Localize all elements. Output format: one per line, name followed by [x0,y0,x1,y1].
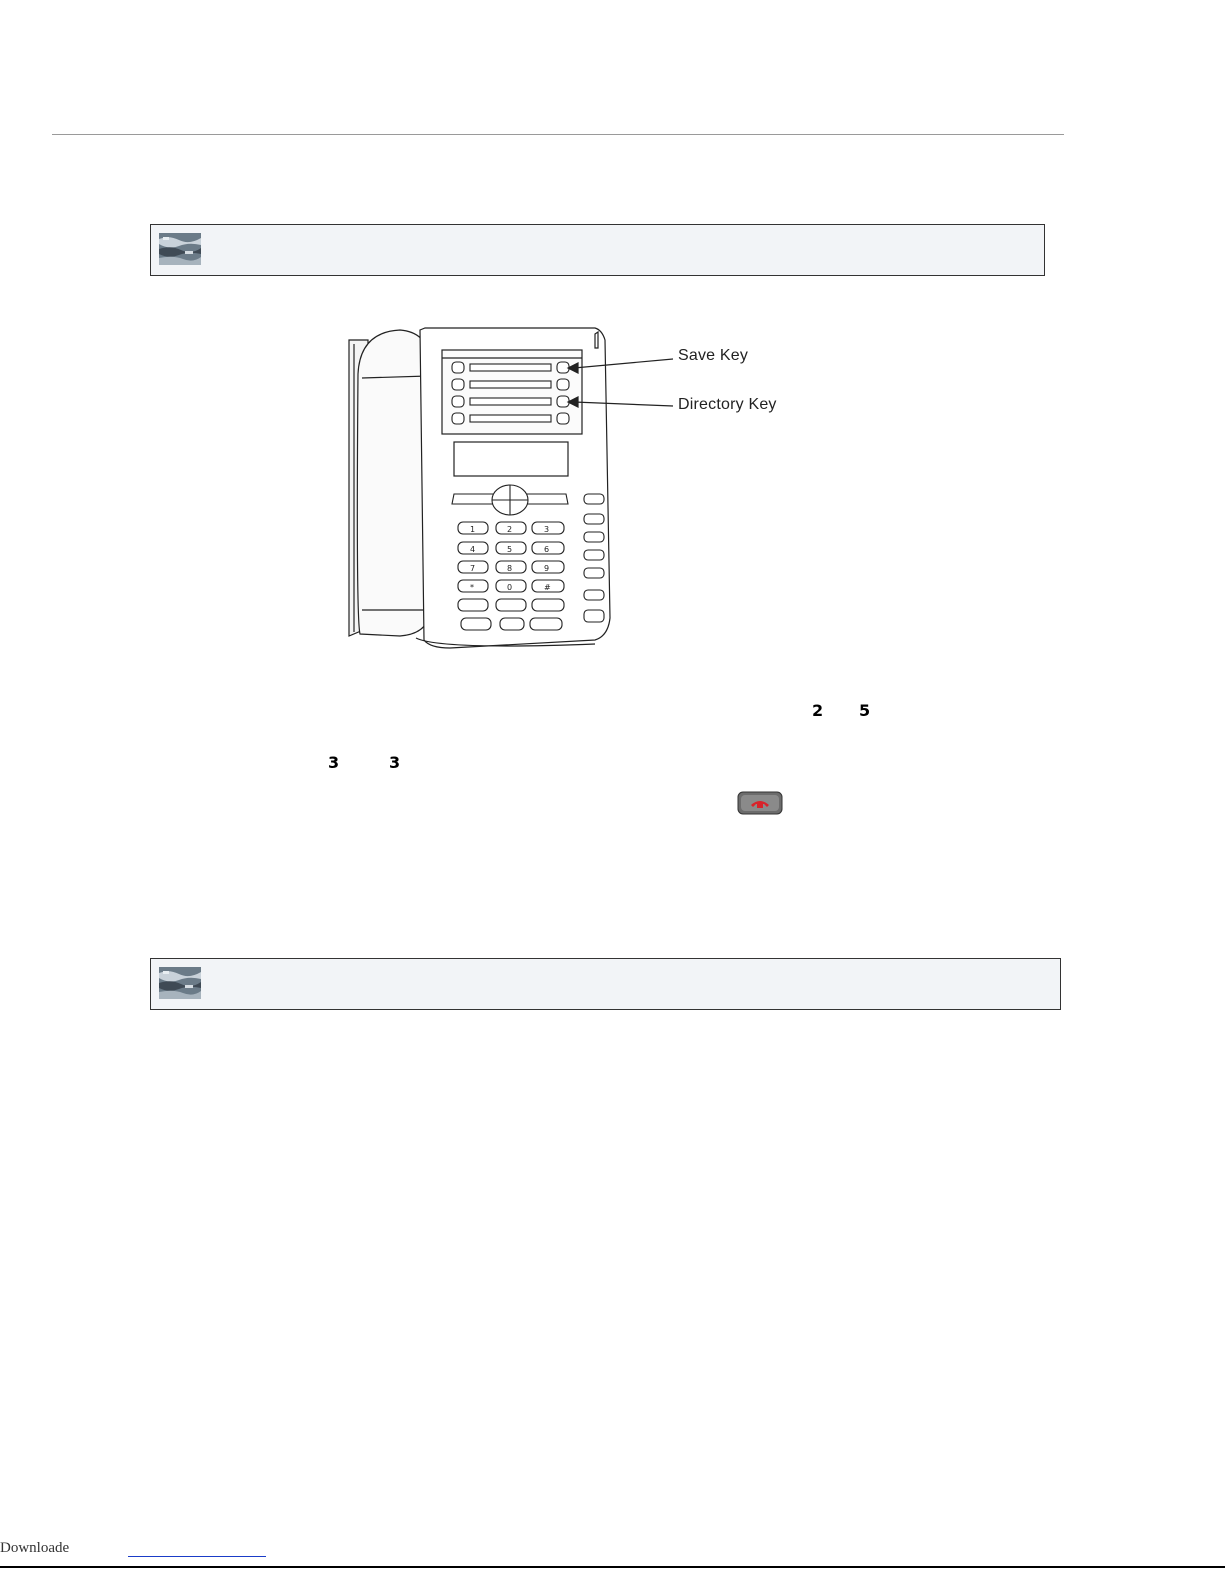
header-rule [52,134,1064,135]
svg-text:2: 2 [507,525,513,534]
svg-text:0: 0 [507,583,513,592]
phone-diagram [340,318,800,658]
svg-text:8: 8 [507,564,513,573]
footer-download-text: Downloade [0,1540,70,1556]
key-2-glyph: 2 [812,701,824,720]
footer-link-underline[interactable] [128,1556,266,1557]
svg-text:4: 4 [470,545,476,554]
note-box-1 [150,224,1045,276]
svg-text:#: # [544,583,551,592]
footer-rule [0,1566,1225,1568]
key-5-glyph: 5 [859,701,871,720]
svg-text:*: * [470,583,474,592]
svg-text:9: 9 [544,564,550,573]
save-key-callout: Save Key [678,347,749,364]
note-box-2 [150,958,1061,1010]
svg-text:7: 7 [470,564,476,573]
note-icon [159,967,201,999]
key-3-glyph-a: 3 [328,753,340,772]
svg-text:1: 1 [470,525,476,534]
key-3-glyph-b: 3 [389,753,401,772]
svg-text:3: 3 [544,525,550,534]
note-icon [159,233,201,265]
directory-key-callout: Directory Key [678,396,777,413]
goodbye-key-icon [737,791,783,815]
svg-text:6: 6 [544,545,550,554]
svg-text:5: 5 [507,545,513,554]
